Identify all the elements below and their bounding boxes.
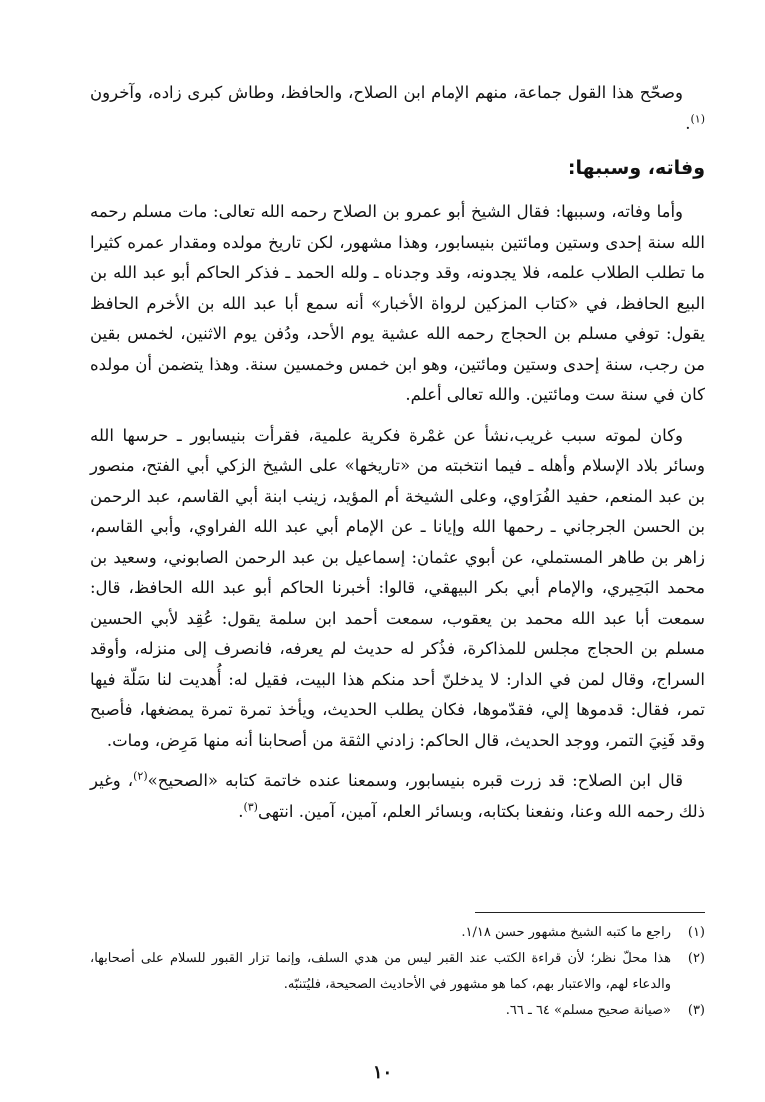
- footnote-3: [90, 998, 705, 1024]
- footnote-text: هذا محلّ نظر؛ لأن قراءة الكتب عند القبر ليس من هدي السلف، وإنما تزار القبور للسلام على أصحابها، والدعاء لهم، والاعتبار بهم، كما هو مشهور في الأحاديث الصحيحة، فليُتنبّه.: [90, 951, 671, 992]
- footnote-number: (٣): [687, 1003, 705, 1018]
- paragraph-grave-text-b: ، وغير ذلك رحمه الله وعنا، ونفعنا بكتابه، وبسائر العلم، آمين، آمين. انتهى: [90, 771, 705, 821]
- footnote-2: [90, 946, 705, 998]
- footnote-1: [90, 920, 705, 946]
- footnote-separator: [475, 912, 705, 913]
- footnote-ref-3: (٣): [243, 800, 258, 813]
- footnote-text: راجع ما كتبه الشيخ مشهور حسن ١/١٨.: [461, 925, 671, 940]
- paragraph-grave-text-c: .: [238, 801, 244, 821]
- paragraph-intro-text: وصحّح هذا القول جماعة، منهم الإمام ابن الصلاح، والحافظ، وطاش كبرى زاده، وآخرون: [90, 83, 683, 102]
- page-number: ١٠: [372, 1062, 393, 1083]
- paragraph-death: وأما وفاته، وسببها: فقال الشيخ أبو عمرو بن الصلاح رحمه الله تعالى: مات مسلم رحمه الله سنة إحدى وستين ومائتين بنيسابور، وهذا مشهور، لكن تاريخ مولده ومقدار عمره كثيرا ما تطلب الطلاب علمه، فلا يجدونه، وقد وجدناه ـ ولله الحمد ـ فذكر الحاكم أبو عبد الله بن البيع الحافظ، في «كتاب المزكين لرواة الأخبار» أنه سمع أبا عبد الله بن الأخرم الحافظ يقول: توفي مسلم بن الحجاج رحمه الله عشية يوم الأحد، ودُفن يوم الاثنين، لخمس بقين من رجب، سنة إحدى وستين ومائتين، وهو ابن خمس وخمسين سنة. وهذا يتضمن أن مولده كان في سنة ست ومائتين. والله تعالى أعلم.: [90, 202, 705, 404]
- footnote-ref-2: (٢): [133, 769, 148, 783]
- section-heading: وفاته، وسببها:: [567, 157, 705, 179]
- footnote-number: (٢): [687, 951, 705, 966]
- footnote-text: «صيانة صحيح مسلم» ٦٤ ـ ٦٦.: [505, 1003, 671, 1018]
- paragraph-cause: وكان لموته سبب غريب،نشأ عن غمْرة فكرية علمية، فقرأت بنيسابور ـ حرسها الله وسائر بلاد الإسلام وأهله ـ فيما انتخبته من «تاريخها» على الشيخ الزكي أبي الفتح، منصور بن عبد المنعم، حفيد الفُرَاوي، وعلى الشيخة أم المؤيد، زينب ابنة أبي القاسم، عبد الرحمن بن الحسن الجرجاني ـ رحمها الله وإيانا ـ عن الإمام أبي عبد الله الفراوي، وأبي القاسم، زاهر بن طاهر المستملي، عن أبوي عثمان: إسماعيل بن عبد الرحمن الصابوني، وسعيد بن محمد البَحِيري، والإمام أبي بكر البيهقي، قالوا: أخبرنا الحاكم أبو عبد الله الحافظ، قال: سمعت أبا عبد الله محمد بن يعقوب، سمعت أحمد ابن سلمة يقول: عُقِد لأبي الحسين مسلم بن الحجاج مجلس للمذاكرة، فذُكر له حديث لم يعرفه، فانصرف إلى منزله، وأوقد السراج، وقال لمن في الدار: لا يدخلنّ أحد منكم هذا البيت، فقيل له: أُهديت لنا سَلّة فيها تمر، فقال: قدموها إلي، فقدّموها، فكان يطلب الحديث، ويأخذ تمرة تمرة يمضغها، فأصبح وقد فَنِيَ التمر، ووجد الحديث، قال الحاكم: زادني الثقة من أصحابنا أنه منها مَرِض، ومات.: [90, 425, 705, 750]
- footnote-ref-1: (١): [690, 112, 705, 125]
- paragraph-grave: [90, 766, 705, 827]
- footnote-number: (١): [687, 925, 705, 940]
- paragraph-intro: وصحّح هذا القول جماعة، منهم الإمام ابن الصلاح، والحافظ، وطاش كبرى زاده، وآخرون $^{(١)}$.: [90, 83, 705, 133]
- main-text: [90, 78, 705, 827]
- footnotes: [90, 920, 705, 1024]
- paragraph-grave-text-a: قال ابن الصلاح: قد زرت قبره بنيسابور، وسمعنا عنده خاتمة كتابه «الصحيح»: [147, 771, 683, 790]
